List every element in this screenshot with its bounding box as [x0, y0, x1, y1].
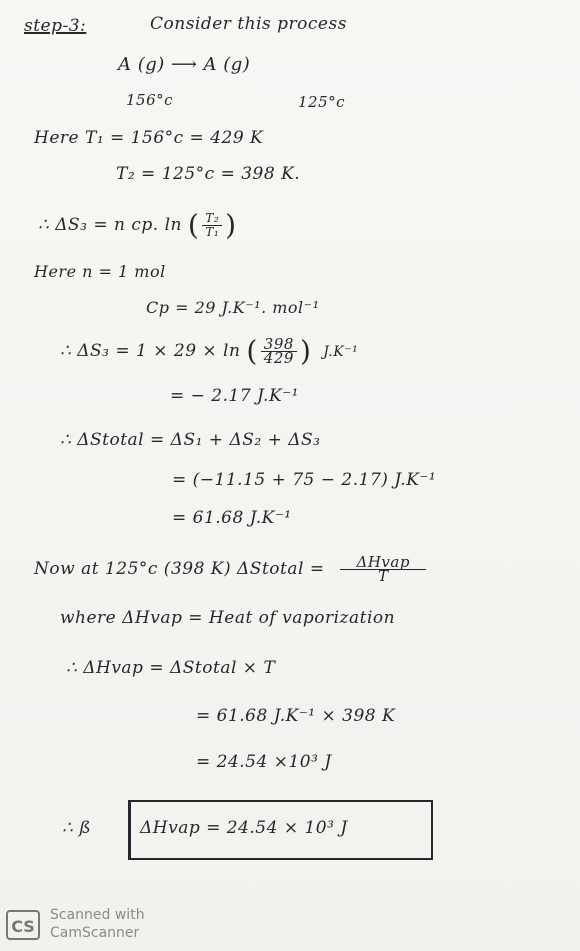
ds3-calc-fraction	[261, 335, 297, 367]
now-num: ΔHvap	[340, 556, 425, 570]
open-paren: (	[187, 208, 200, 242]
intro-line: Consider this process	[150, 14, 347, 34]
ds3-formula-lhs: ∴ ΔS₃ = n cp. ln	[38, 215, 182, 235]
camscanner-logo-icon: CS	[6, 910, 40, 940]
step-label	[24, 16, 86, 36]
close-paren: )	[299, 334, 312, 368]
watermark-line-2: CamScanner	[50, 925, 140, 941]
open-paren: (	[246, 334, 258, 368]
where-line: where ΔHvap = Heat of vaporization	[60, 608, 396, 628]
ds3-formula-num: T₂	[202, 212, 222, 226]
temp-left: 156°c	[126, 91, 174, 109]
ds3-formula-den: T₁	[205, 225, 220, 239]
now-den: T	[377, 567, 389, 585]
dstotal-def: ∴ ΔStotal = ΔS₁ + ΔS₂ + ΔS₃	[60, 430, 321, 450]
t1-line: Here T₁ = 156°c = 429 K	[34, 128, 264, 148]
ds3-calc-den: 429	[263, 349, 294, 367]
now-line	[34, 553, 429, 585]
watermark-line-1: Scanned with	[50, 907, 145, 923]
now-line-text: Now at 125°c (398 K) ΔStotal =	[34, 559, 325, 579]
dhvap-def: ∴ ΔHvap = ΔStotal × T	[66, 658, 276, 678]
ds3-calc	[60, 334, 359, 368]
final-prefix: ∴ ß	[62, 818, 92, 838]
dstotal-sum: = (−11.15 + 75 − 2.17) J.K⁻¹	[172, 470, 437, 490]
n-line: Here n = 1 mol	[34, 262, 166, 281]
close-paren: )	[225, 208, 237, 242]
ds3-calc-lhs: ∴ ΔS₃ = 1 × 29 × ln	[60, 341, 241, 361]
now-fraction	[340, 553, 425, 585]
camscanner-watermark	[6, 906, 206, 946]
step-label-text: step-3:	[24, 16, 87, 36]
ds3-calc-unit: J.K⁻¹	[323, 344, 359, 360]
cp-line: Cp = 29 J.K⁻¹. mol⁻¹	[146, 298, 320, 317]
dstotal-result: = 61.68 J.K⁻¹	[172, 508, 292, 528]
reaction-line: A (g) ⟶ A (g)	[118, 54, 251, 75]
watermark-text	[50, 906, 145, 942]
dhvap-step: = 61.68 J.K⁻¹ × 398 K	[196, 706, 396, 726]
t2-line: T₂ = 125°c = 398 K.	[116, 164, 301, 184]
dhvap-value: = 24.54 ×10³ J	[196, 752, 332, 772]
final-answer: ΔHvap = 24.54 × 10³ J	[140, 818, 348, 838]
ds3-formula	[38, 208, 237, 242]
ds3-calc-num: 398	[261, 338, 297, 352]
temp-right: 125°c	[298, 93, 346, 111]
ds3-result: = − 2.17 J.K⁻¹	[170, 386, 299, 406]
ds3-formula-fraction	[202, 212, 222, 239]
